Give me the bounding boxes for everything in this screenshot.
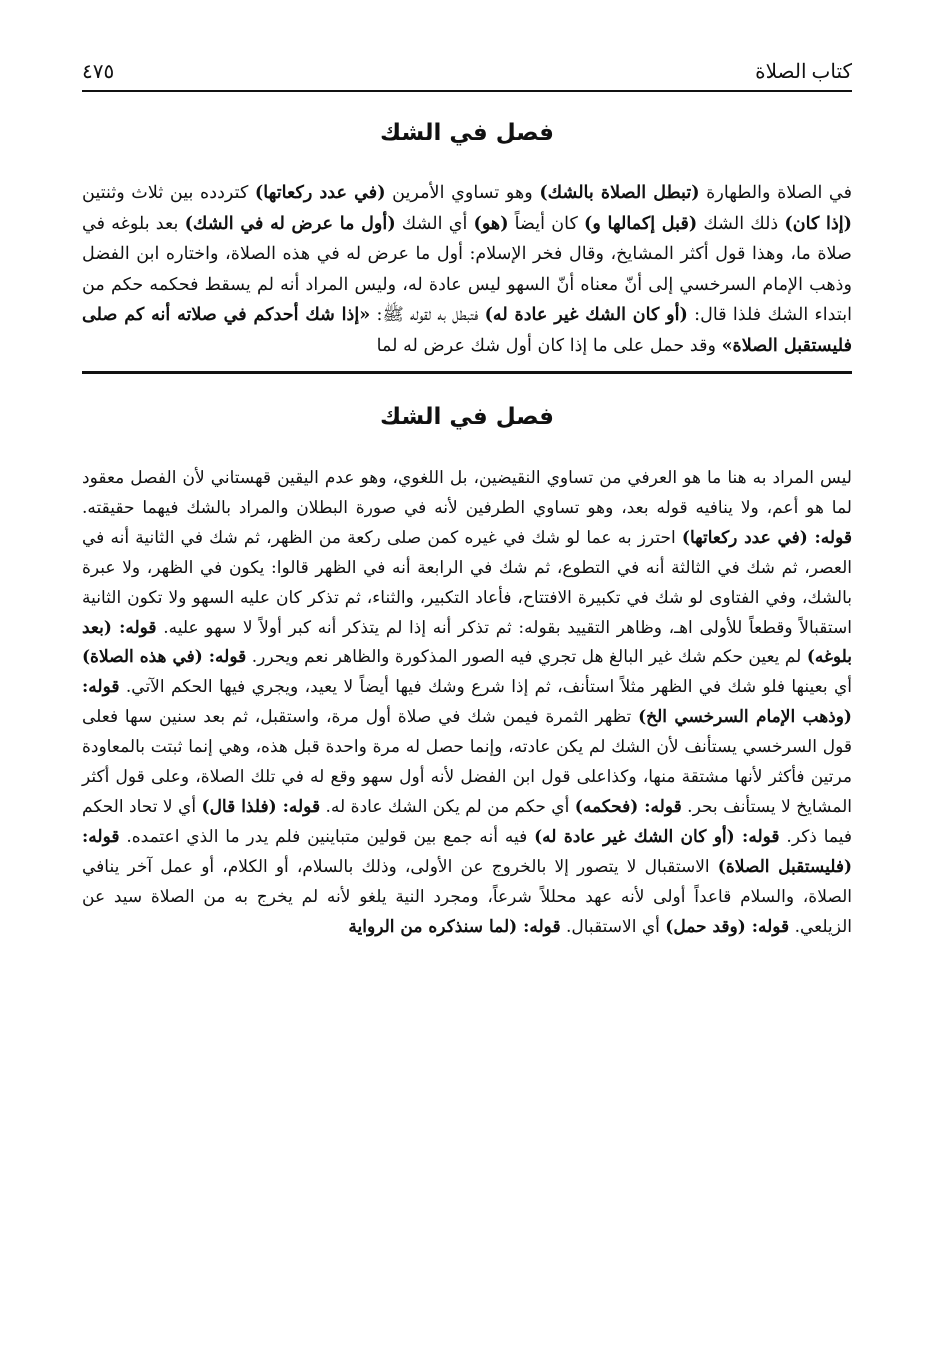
text-segment: فتبطل به لقوله ﷺ:: [370, 305, 485, 325]
bold-segment: قوله: (وذهب الإمام السرخسي الخ): [82, 677, 852, 728]
text-segment: في الصلاة والطهارة: [699, 183, 853, 203]
text-segment: ذلك الشك: [697, 213, 785, 234]
text-segment: كتردده بين ثلاث وثنتين: [82, 183, 255, 203]
bold-segment: (في عدد ركعاتها): [254, 182, 386, 203]
bold-segment: قوله: (فلذا قال): [201, 796, 321, 817]
header-rule: [82, 90, 852, 92]
bold-segment: قوله: (أو كان الشك غير عادة له): [534, 826, 780, 847]
section-divider: [82, 371, 852, 374]
text-segment: احترز به عما لو شك في غيره كمن صلى ركعة من الظهر، ثم شك في الثانية أنه في العصر، ثم شك في الثالثة أنه في التطوع، ثم شك في الرابعة أنه في الظهر قالوا: يكون في الظهر، ولا عبرة بالشك، وفي الفتاوى لو شك في تكبيرة الافتتاح، فأعاد التكبير، والثناء، ثم تذكر كان عليه السهو ولا تكون الثانية استقبالاً وقطعاً للأولى اهـ، وظاهر التقييد بقوله: ثم تذكر أنه إذا لم يتذكر أنه كبر أولاً لا سهو عليه.: [82, 527, 853, 638]
bold-segment: قوله: (وقد حمل): [665, 916, 790, 937]
book-title: كتاب الصلاة: [755, 61, 852, 83]
text-segment: أي الاستقبال.: [560, 916, 666, 937]
bold-segment: قوله: (في هذه الصلاة): [82, 647, 247, 668]
text-segment: وقد حمل على ما إذا كان أول شك عرض له لما: [376, 335, 722, 356]
text-segment: وهو تساوي الأمرين: [385, 183, 540, 203]
bold-segment: قوله: (لما سنذكره من الرواية: [348, 916, 561, 937]
matn-text: [82, 178, 852, 361]
text-segment: أي بعينها فلو شك في الظهر مثلاً استأنف، ثم إذا شرع وشك فيها أيضاً لا يعيد، ويجري فيها الحكم الآتي.: [119, 677, 852, 698]
book-page: [82, 44, 852, 943]
commentary-text: [82, 464, 852, 943]
text-segment: أي الشك: [395, 213, 474, 234]
text-segment: لم يعين حكم شك غير البالغ هل تجري فيه الصور المذكورة والظاهر نعم ويحرر.: [246, 647, 807, 668]
text-segment: الاستقبال لا يتصور إلا بالخروج عن الأولى، وذلك بالسلام، أو الكلام، أو عمل آخر ينافي الصلاة، والسلام قاعداً أولى لأنه عهد محللاً شرعاً، ومجرد النية يلغو لأنه لم يخرج به من الصلاة سيد عن الزيلعي.: [82, 856, 852, 937]
bold-segment: (أو كان الشك غير عادة له): [484, 304, 688, 325]
matn-section-title: فصل في الشك: [380, 120, 554, 146]
text-segment: أي لا تحاد الحكم فيما ذكر.: [82, 796, 852, 847]
text-segment: تظهر الثمرة فيمن شك في صلاة أول مرة، واستقبل، ثم بعد سنين سها فعلى قول السرخسي يستأنف لأن الشك لم يكن عادته، وإنما حصل له مرة واحدة قبل هذه، وهي إنما ثبتت بالمعاودة مرتين فأكثر لأنها مشتقة منها، وكذاعلى قول ابن الفضل لأنه أول سهو وقع له في تلك الصلاة، وعلى قول أكثر المشايخ لا يستأنف بحر.: [82, 707, 852, 817]
bold-segment: (أول ما عرض له في الشك): [184, 212, 396, 234]
bold-segment: قوله: (بعد بلوغه): [82, 617, 853, 668]
bold-segment: (قبل إكمالها و): [584, 212, 698, 234]
text-segment: كان أيضاً: [508, 213, 585, 234]
text-segment: بعد بلوغه في صلاة ما، وهذا قول أكثر المشايخ، وقال فخر الإسلام: أول ما عرض له في هذه الصلاة، واختاره ابن الفضل وذهب الإمام السرخسي إلى أنّ معناه أنّ السهو ليس عادة له، وليس المراد أنه لم يسقط فحكمه حكم من ابتداء الشك فلذا قال:: [82, 213, 852, 325]
text-segment: ليس المراد به هنا ما هو العرفي من تساوي النقيضين، بل اللغوي، وهو عدم اليقين قهستاني لأن الفصل معقود لما هو أعم، ولا ينافيه قوله بعد، وهو تساوي الطرفين لأنه في صورة البطلان والمراد بالشك فيهما حقيقته.: [82, 468, 852, 518]
running-header: [82, 44, 852, 84]
text-segment: أي حكم من لم يكن الشك عادة له.: [320, 796, 575, 817]
page-number: ٤٧٥: [82, 61, 115, 83]
bold-segment: (تبطل الصلاة بالشك): [539, 182, 700, 203]
bold-segment: (إذا كان): [784, 212, 852, 234]
text-segment: فيه أنه جمع بين قولين متباينين فلم يدر ما الذي اعتمده.: [119, 826, 535, 847]
bold-segment: قوله: (في عدد ركعاتها): [681, 527, 852, 548]
bold-segment: «إذا شك أحدكم في صلاته أنه كم صلى فليستقبل الصلاة»: [82, 304, 852, 356]
bold-segment: قوله: (فحكمه): [574, 796, 682, 817]
bold-segment: قوله: (فليستقبل الصلاة): [82, 826, 852, 877]
bold-segment: (هو): [473, 212, 509, 234]
commentary-section-title: فصل في الشك: [380, 404, 554, 430]
